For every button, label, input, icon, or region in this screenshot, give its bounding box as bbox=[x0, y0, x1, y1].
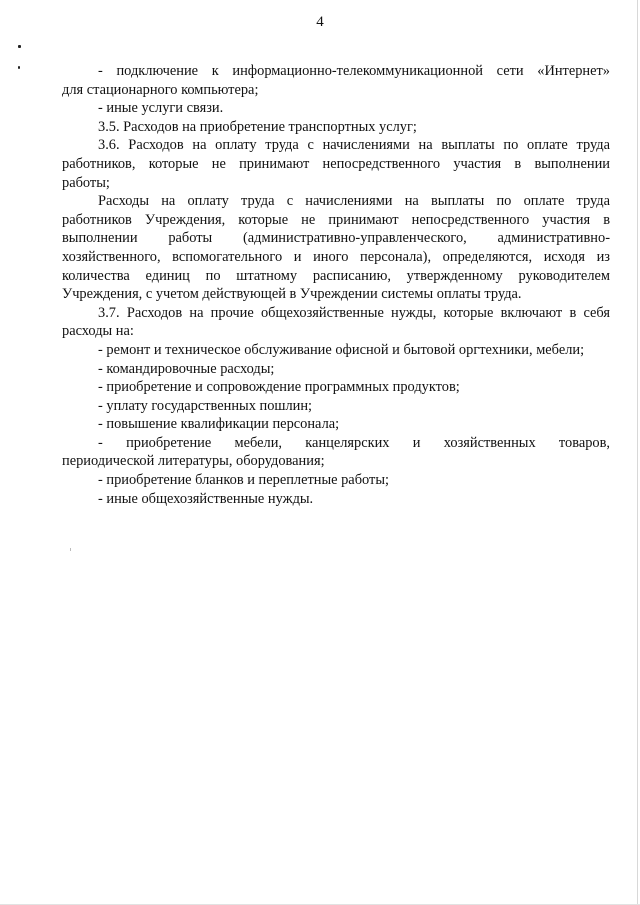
page-number: 4 bbox=[316, 14, 324, 30]
list-item: - командировочные расходы; bbox=[98, 360, 275, 377]
scan-speck bbox=[18, 66, 20, 69]
text-line: работников, которые не принимают непосредственного участия в выполнении bbox=[62, 155, 610, 172]
document-body bbox=[62, 62, 610, 508]
scan-edge bbox=[637, 0, 638, 905]
text-line: 3.6. Расходов на оплату труда с начислениями на выплаты по оплате труда bbox=[98, 137, 610, 154]
list-item: - приобретение мебели, канцелярских и хозяйственных товаров, bbox=[98, 434, 610, 451]
text-line: периодической литературы, оборудования; bbox=[62, 453, 325, 470]
list-item: - повышение квалификации персонала; bbox=[98, 416, 340, 433]
scan-speck bbox=[18, 45, 21, 48]
text-line: хозяйственного, вспомогательного и иного персонала), определяются, исходя из bbox=[62, 248, 610, 265]
text-line: расходы на: bbox=[62, 323, 134, 340]
text-line: Учреждения, с учетом действующей в Учреждении системы оплаты труда. bbox=[62, 286, 522, 303]
text-line: для стационарного компьютера; bbox=[62, 81, 259, 98]
text-line: работы; bbox=[62, 174, 110, 191]
list-item: - приобретение и сопровождение программных продуктов; bbox=[98, 379, 460, 396]
list-item: - приобретение бланков и переплетные работы; bbox=[98, 472, 389, 489]
text-line: 3.7. Расходов на прочие общехозяйственные нужды, которые включают в себя bbox=[98, 304, 610, 321]
list-item: - иные общехозяйственные нужды. bbox=[98, 490, 314, 507]
text-line: выполнении работы (административно-управленческого, административно- bbox=[62, 230, 610, 247]
text-line: Расходы на оплату труда с начислениями на выплаты по оплате труда bbox=[98, 193, 610, 210]
text-line: - подключение к информационно-телекоммуникационной сети «Интернет» bbox=[98, 63, 610, 79]
list-item: - уплату государственных пошлин; bbox=[98, 397, 313, 414]
text-line: - иные услуги связи. bbox=[98, 100, 224, 117]
scan-mark bbox=[70, 548, 71, 551]
text-line: количества единиц по штатному расписанию, утвержденному руководителем bbox=[62, 267, 610, 284]
text-line: работников Учреждения, которые не принимают непосредственного участия в bbox=[62, 211, 610, 228]
list-item: - ремонт и техническое обслуживание офисной и бытовой оргтехники, мебели; bbox=[98, 341, 585, 358]
text-line: 3.5. Расходов на приобретение транспортных услуг; bbox=[98, 118, 417, 135]
